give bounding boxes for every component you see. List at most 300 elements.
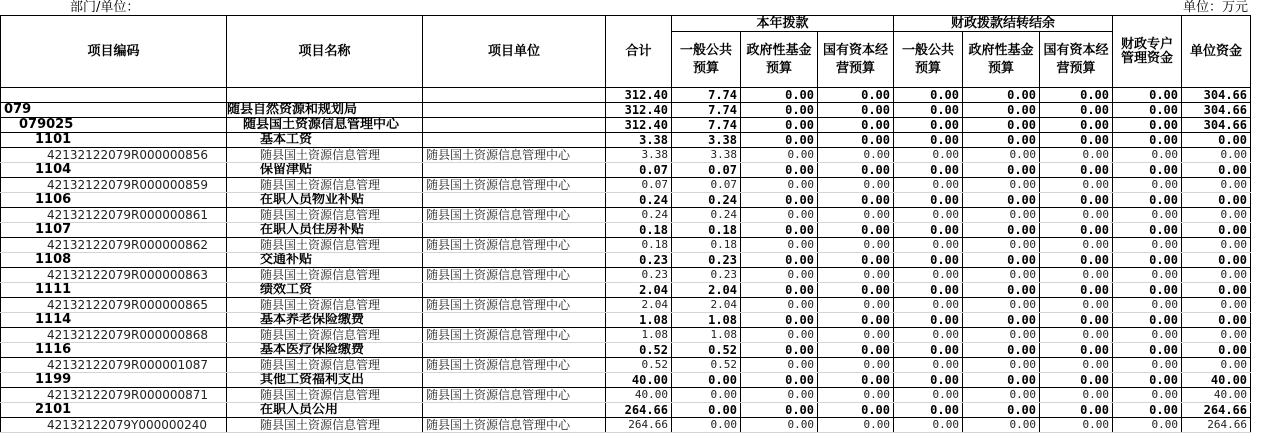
cell-amount: 0.00 — [894, 418, 963, 433]
cell-amount: 0.00 — [1113, 178, 1182, 193]
cell-amount: 0.07 — [672, 178, 741, 193]
cell-amount: 0.00 — [894, 118, 963, 133]
cell-amount: 0.07 — [606, 178, 672, 193]
table-row[interactable] — [1, 418, 1251, 433]
cell-amount: 0.00 — [1113, 358, 1182, 373]
col-unit: 项目单位 — [423, 16, 606, 88]
cell-amount: 0.18 — [606, 238, 672, 253]
cell-amount: 0.00 — [1113, 388, 1182, 403]
cell-amount: 3.38 — [672, 133, 741, 148]
cell-amount: 0.00 — [1182, 328, 1251, 343]
cell-code: 079025 — [1, 118, 227, 133]
cell-amount: 0.00 — [894, 403, 963, 418]
cell-amount: 0.00 — [1113, 148, 1182, 163]
cell-amount: 0.00 — [963, 298, 1040, 313]
cell-amount: 0.52 — [672, 358, 741, 373]
cell-amount: 0.00 — [894, 238, 963, 253]
cell-unit: 随县国土资源信息管理中心 — [423, 238, 606, 253]
cell-amount: 3.38 — [606, 133, 672, 148]
table-row[interactable] — [1, 313, 1251, 328]
cell-amount: 0.00 — [963, 253, 1040, 268]
cell-amount: 0.00 — [1182, 223, 1251, 238]
cell-amount: 304.66 — [1182, 118, 1251, 133]
cell-amount: 0.00 — [894, 193, 963, 208]
col-name: 项目名称 — [227, 16, 423, 88]
cell-amount: 0.23 — [672, 253, 741, 268]
cell-unit — [423, 133, 606, 148]
cell-name: 随县国土资源信息管理中心 — [227, 118, 423, 133]
cell-amount: 0.00 — [1182, 208, 1251, 223]
cell-code: 42132122079R000000868 — [1, 328, 227, 343]
cell-amount: 0.00 — [1113, 403, 1182, 418]
cell-name: 随县国土资源信息管理 — [227, 268, 423, 283]
cell-code: 079 — [1, 103, 227, 118]
cell-amount: 0.00 — [1040, 208, 1113, 223]
cell-amount: 0.00 — [818, 223, 894, 238]
cell-amount: 0.00 — [1113, 283, 1182, 298]
cell-amount: 0.23 — [606, 253, 672, 268]
cell-amount: 0.00 — [818, 418, 894, 433]
cell-amount: 0.00 — [963, 328, 1040, 343]
cell-amount: 0.00 — [818, 388, 894, 403]
cell-name: 交通补贴 — [227, 253, 423, 268]
table-row[interactable] — [1, 133, 1251, 148]
cell-amount: 0.00 — [1113, 103, 1182, 118]
group-carryover: 财政拨款结转结余 — [894, 16, 1113, 32]
cell-code: 2101 — [1, 403, 227, 418]
cell-amount: 1.08 — [606, 313, 672, 328]
cell-name: 随县国土资源信息管理 — [227, 328, 423, 343]
col-code: 项目编码 — [1, 16, 227, 88]
cell-code: 1107 — [1, 223, 227, 238]
cell-amount: 0.00 — [1040, 133, 1113, 148]
cell-amount: 0.00 — [818, 298, 894, 313]
table-row[interactable] — [1, 388, 1251, 403]
cell-amount: 0.00 — [818, 193, 894, 208]
cell-amount: 0.00 — [1113, 328, 1182, 343]
cell-name: 保留津贴 — [227, 163, 423, 178]
cell-amount: 0.00 — [894, 313, 963, 328]
cell-amount: 0.00 — [1113, 208, 1182, 223]
cell-amount: 40.00 — [606, 373, 672, 388]
table-row[interactable] — [1, 268, 1251, 283]
cell-amount: 0.00 — [963, 208, 1040, 223]
cell-amount: 0.00 — [894, 208, 963, 223]
cell-code: 1106 — [1, 193, 227, 208]
cell-amount: 0.00 — [1113, 298, 1182, 313]
cell-amount: 264.66 — [1182, 403, 1251, 418]
cell-amount: 0.00 — [963, 193, 1040, 208]
cell-amount: 0.00 — [741, 313, 818, 328]
cell-amount: 0.00 — [1113, 133, 1182, 148]
cell-amount: 0.00 — [894, 298, 963, 313]
cell-amount: 304.66 — [1182, 103, 1251, 118]
cell-unit: 随县国土资源信息管理中心 — [423, 298, 606, 313]
cell-amount: 0.00 — [1182, 268, 1251, 283]
cell-amount: 0.00 — [1040, 373, 1113, 388]
table-row[interactable] — [1, 328, 1251, 343]
cell-amount: 0.00 — [818, 403, 894, 418]
cell-code: 42132122079R000000871 — [1, 388, 227, 403]
cell-code: 42132122079R000000865 — [1, 298, 227, 313]
cell-name: 基本养老保险缴费 — [227, 313, 423, 328]
cell-amount: 0.00 — [894, 373, 963, 388]
cell-amount: 0.00 — [963, 118, 1040, 133]
cell-code: 42132122079R000000863 — [1, 268, 227, 283]
cell-amount: 0.00 — [1113, 253, 1182, 268]
cell-amount: 264.66 — [1182, 418, 1251, 433]
cell-amount: 0.00 — [1040, 193, 1113, 208]
cell-amount: 264.66 — [606, 418, 672, 433]
cell-amount: 0.00 — [894, 328, 963, 343]
cell-name: 随县国土资源信息管理 — [227, 418, 423, 433]
cell-amount: 0.00 — [741, 178, 818, 193]
cell-amount: 0.00 — [1040, 118, 1113, 133]
cell-amount: 0.24 — [606, 208, 672, 223]
cell-amount: 0.00 — [741, 118, 818, 133]
col-total: 合计 — [606, 16, 672, 88]
cell-amount: 0.00 — [894, 88, 963, 103]
table-row[interactable] — [1, 178, 1251, 193]
cell-amount: 0.00 — [894, 343, 963, 358]
cell-code: 42132122079R000000859 — [1, 178, 227, 193]
cell-amount: 0.00 — [1113, 193, 1182, 208]
table-row[interactable] — [1, 403, 1251, 418]
unit-label: 单位：万元 — [1182, 0, 1248, 15]
cell-name: 随县国土资源信息管理 — [227, 178, 423, 193]
cell-amount: 0.00 — [818, 313, 894, 328]
cell-amount: 0.00 — [818, 373, 894, 388]
cell-amount: 0.00 — [1113, 343, 1182, 358]
cell-amount: 0.00 — [894, 223, 963, 238]
cell-code: 1114 — [1, 313, 227, 328]
cell-name: 绩效工资 — [227, 283, 423, 298]
cell-code: 42132122079Y000000240 — [1, 418, 227, 433]
cell-amount: 0.00 — [1182, 238, 1251, 253]
cell-amount: 0.00 — [1113, 223, 1182, 238]
cell-amount: 0.00 — [894, 268, 963, 283]
cell-amount: 0.00 — [741, 148, 818, 163]
cell-unit: 随县国土资源信息管理中心 — [423, 148, 606, 163]
cell-amount: 0.00 — [1040, 253, 1113, 268]
cell-amount: 1.08 — [672, 313, 741, 328]
cell-amount: 0.00 — [963, 283, 1040, 298]
cell-amount: 0.00 — [1040, 238, 1113, 253]
cell-amount: 0.00 — [894, 358, 963, 373]
cell-amount: 0.23 — [606, 268, 672, 283]
cell-unit — [423, 343, 606, 358]
cell-amount: 0.00 — [741, 283, 818, 298]
table-row[interactable] — [1, 88, 1251, 103]
cell-amount: 0.00 — [1040, 343, 1113, 358]
cell-amount: 0.00 — [1040, 88, 1113, 103]
cell-amount: 0.00 — [741, 193, 818, 208]
cell-amount: 264.66 — [606, 403, 672, 418]
cell-amount: 7.74 — [672, 88, 741, 103]
cell-amount: 0.00 — [818, 343, 894, 358]
cell-amount: 0.00 — [741, 268, 818, 283]
cell-code: 42132122079R000000861 — [1, 208, 227, 223]
cell-amount: 0.00 — [1040, 388, 1113, 403]
cell-amount: 0.00 — [818, 148, 894, 163]
cell-amount: 0.00 — [741, 388, 818, 403]
cell-code: 1104 — [1, 163, 227, 178]
cell-amount: 0.00 — [818, 253, 894, 268]
col-carry-general: 一般公共预算 — [894, 32, 963, 88]
dept-label: 部门/单位： — [70, 0, 140, 15]
cell-amount: 0.00 — [1040, 268, 1113, 283]
cell-name: 在职人员公用 — [227, 403, 423, 418]
cell-unit — [423, 88, 606, 103]
table-row[interactable] — [1, 358, 1251, 373]
cell-amount: 0.00 — [1113, 118, 1182, 133]
cell-amount: 0.00 — [1113, 238, 1182, 253]
cell-amount: 0.00 — [741, 163, 818, 178]
cell-amount: 0.00 — [963, 268, 1040, 283]
cell-amount: 0.00 — [963, 418, 1040, 433]
cell-amount: 0.18 — [672, 238, 741, 253]
cell-amount: 0.00 — [963, 388, 1040, 403]
table-row[interactable] — [1, 148, 1251, 163]
table-row[interactable] — [1, 373, 1251, 388]
cell-amount: 0.00 — [1182, 253, 1251, 268]
cell-unit: 随县国土资源信息管理中心 — [423, 178, 606, 193]
cell-code: 1108 — [1, 253, 227, 268]
cell-amount: 0.00 — [741, 253, 818, 268]
cell-amount: 0.18 — [672, 223, 741, 238]
table-row[interactable] — [1, 118, 1251, 133]
cell-name: 随县国土资源信息管理 — [227, 238, 423, 253]
cell-name: 随县国土资源信息管理 — [227, 208, 423, 223]
cell-amount: 0.00 — [818, 133, 894, 148]
cell-amount: 0.07 — [672, 163, 741, 178]
cell-name: 基本医疗保险缴费 — [227, 343, 423, 358]
cell-amount: 0.00 — [963, 88, 1040, 103]
table-row[interactable] — [1, 223, 1251, 238]
cell-amount: 0.00 — [894, 283, 963, 298]
cell-amount: 0.00 — [1040, 328, 1113, 343]
cell-amount: 0.00 — [741, 223, 818, 238]
cell-amount: 0.00 — [963, 358, 1040, 373]
cell-amount: 0.00 — [1040, 103, 1113, 118]
cell-amount: 0.00 — [818, 118, 894, 133]
cell-amount: 2.04 — [672, 298, 741, 313]
cell-amount: 0.00 — [741, 298, 818, 313]
cell-code: 1101 — [1, 133, 227, 148]
cell-amount: 0.52 — [672, 343, 741, 358]
table-row[interactable] — [1, 163, 1251, 178]
cell-amount: 0.00 — [741, 403, 818, 418]
cell-amount: 312.40 — [606, 118, 672, 133]
cell-amount: 0.18 — [606, 223, 672, 238]
cell-amount: 0.00 — [818, 103, 894, 118]
table-row[interactable] — [1, 253, 1251, 268]
cell-amount: 312.40 — [606, 88, 672, 103]
cell-amount: 0.00 — [1182, 313, 1251, 328]
cell-amount: 0.52 — [606, 358, 672, 373]
cell-code: 42132122079R000000856 — [1, 148, 227, 163]
cell-amount: 0.00 — [741, 133, 818, 148]
table-row[interactable] — [1, 283, 1251, 298]
cell-amount: 0.00 — [672, 373, 741, 388]
cell-amount: 0.00 — [741, 328, 818, 343]
col-own-funds: 单位资金 — [1182, 16, 1251, 88]
cell-amount: 7.74 — [672, 103, 741, 118]
cell-amount: 0.00 — [1040, 148, 1113, 163]
cell-amount: 0.00 — [963, 313, 1040, 328]
cell-amount: 0.00 — [894, 163, 963, 178]
cell-amount: 0.00 — [894, 388, 963, 403]
cell-amount: 0.00 — [1182, 193, 1251, 208]
cell-amount: 7.74 — [672, 118, 741, 133]
cell-amount: 1.08 — [672, 328, 741, 343]
cell-amount: 0.00 — [963, 133, 1040, 148]
cell-amount: 0.00 — [818, 283, 894, 298]
cell-name: 随县自然资源和规划局 — [227, 103, 423, 118]
cell-amount: 0.00 — [741, 418, 818, 433]
report-header — [0, 0, 1264, 15]
group-current-year: 本年拨款 — [672, 16, 894, 32]
cell-amount: 0.00 — [1182, 358, 1251, 373]
cell-amount: 2.04 — [672, 283, 741, 298]
cell-code: 42132122079R000001087 — [1, 358, 227, 373]
cell-amount: 0.00 — [1182, 163, 1251, 178]
col-cur-fund: 政府性基金预算 — [741, 32, 818, 88]
cell-amount: 3.38 — [606, 148, 672, 163]
cell-amount: 0.00 — [963, 103, 1040, 118]
cell-amount: 2.04 — [606, 298, 672, 313]
cell-amount: 0.00 — [1040, 283, 1113, 298]
col-carry-state: 国有资本经营预算 — [1040, 32, 1113, 88]
cell-amount: 0.23 — [672, 268, 741, 283]
cell-amount: 0.00 — [741, 373, 818, 388]
cell-amount: 0.00 — [1040, 298, 1113, 313]
cell-unit — [423, 253, 606, 268]
cell-unit — [423, 163, 606, 178]
cell-amount: 0.00 — [818, 238, 894, 253]
cell-amount: 0.00 — [818, 358, 894, 373]
cell-unit: 随县国土资源信息管理中心 — [423, 328, 606, 343]
cell-code: 1199 — [1, 373, 227, 388]
cell-amount: 0.00 — [741, 208, 818, 223]
cell-amount: 0.00 — [1040, 403, 1113, 418]
cell-amount: 40.00 — [606, 388, 672, 403]
cell-name: 随县国土资源信息管理 — [227, 298, 423, 313]
col-special-account: 财政专户管理资金 — [1113, 16, 1182, 88]
table-row[interactable] — [1, 298, 1251, 313]
table-row[interactable] — [1, 238, 1251, 253]
cell-amount: 0.00 — [894, 133, 963, 148]
cell-unit — [423, 313, 606, 328]
cell-code — [1, 88, 227, 103]
cell-name: 随县国土资源信息管理 — [227, 358, 423, 373]
cell-amount: 0.00 — [963, 223, 1040, 238]
cell-unit — [423, 373, 606, 388]
cell-amount: 0.00 — [672, 403, 741, 418]
cell-amount: 0.00 — [1113, 373, 1182, 388]
cell-unit — [423, 223, 606, 238]
cell-unit — [423, 403, 606, 418]
cell-unit: 随县国土资源信息管理中心 — [423, 388, 606, 403]
cell-amount: 3.38 — [672, 148, 741, 163]
cell-amount: 0.24 — [606, 193, 672, 208]
cell-amount: 0.00 — [1182, 343, 1251, 358]
cell-code: 42132122079R000000862 — [1, 238, 227, 253]
cell-amount: 0.00 — [1040, 313, 1113, 328]
cell-amount: 0.00 — [1182, 178, 1251, 193]
col-carry-fund: 政府性基金预算 — [963, 32, 1040, 88]
budget-table — [0, 15, 1251, 433]
cell-amount: 0.00 — [672, 388, 741, 403]
cell-amount: 0.00 — [1040, 358, 1113, 373]
cell-name: 在职人员住房补贴 — [227, 223, 423, 238]
table-body — [1, 88, 1251, 433]
cell-code: 1116 — [1, 343, 227, 358]
cell-amount: 0.24 — [672, 193, 741, 208]
cell-amount: 0.00 — [894, 178, 963, 193]
cell-amount: 0.00 — [818, 268, 894, 283]
cell-amount: 0.00 — [741, 238, 818, 253]
cell-amount: 0.00 — [1113, 418, 1182, 433]
table-row[interactable] — [1, 208, 1251, 223]
cell-amount: 0.00 — [963, 163, 1040, 178]
cell-name — [227, 88, 423, 103]
cell-amount: 0.00 — [1040, 163, 1113, 178]
cell-name: 随县国土资源信息管理 — [227, 148, 423, 163]
cell-amount: 0.00 — [741, 103, 818, 118]
cell-name: 随县国土资源信息管理 — [227, 388, 423, 403]
cell-amount: 0.00 — [741, 343, 818, 358]
cell-amount: 40.00 — [1182, 373, 1251, 388]
cell-amount: 0.00 — [1113, 313, 1182, 328]
cell-amount: 0.00 — [672, 418, 741, 433]
col-cur-state: 国有资本经营预算 — [818, 32, 894, 88]
cell-amount: 0.00 — [818, 208, 894, 223]
cell-amount: 0.00 — [818, 88, 894, 103]
cell-amount: 2.04 — [606, 283, 672, 298]
cell-name: 在职人员物业补贴 — [227, 193, 423, 208]
cell-amount: 0.00 — [741, 88, 818, 103]
cell-unit — [423, 193, 606, 208]
cell-amount: 0.00 — [1040, 178, 1113, 193]
cell-unit: 随县国土资源信息管理中心 — [423, 418, 606, 433]
cell-unit: 随县国土资源信息管理中心 — [423, 208, 606, 223]
cell-amount: 304.66 — [1182, 88, 1251, 103]
table-row[interactable] — [1, 193, 1251, 208]
cell-amount: 0.00 — [1182, 148, 1251, 163]
cell-amount: 0.00 — [963, 148, 1040, 163]
cell-amount: 0.00 — [963, 178, 1040, 193]
cell-amount: 0.00 — [741, 358, 818, 373]
cell-amount: 0.07 — [606, 163, 672, 178]
cell-unit — [423, 283, 606, 298]
cell-amount: 40.00 — [1182, 388, 1251, 403]
cell-name: 其他工资福利支出 — [227, 373, 423, 388]
cell-unit — [423, 103, 606, 118]
cell-amount: 0.00 — [963, 343, 1040, 358]
cell-amount: 0.00 — [818, 178, 894, 193]
table-row[interactable] — [1, 103, 1251, 118]
cell-name: 基本工资 — [227, 133, 423, 148]
cell-amount: 0.00 — [894, 103, 963, 118]
cell-amount: 0.00 — [1040, 418, 1113, 433]
table-row[interactable] — [1, 343, 1251, 358]
cell-amount: 0.00 — [894, 253, 963, 268]
cell-amount: 0.00 — [1182, 298, 1251, 313]
cell-amount: 0.00 — [963, 403, 1040, 418]
cell-amount: 0.24 — [672, 208, 741, 223]
cell-amount: 0.00 — [963, 238, 1040, 253]
